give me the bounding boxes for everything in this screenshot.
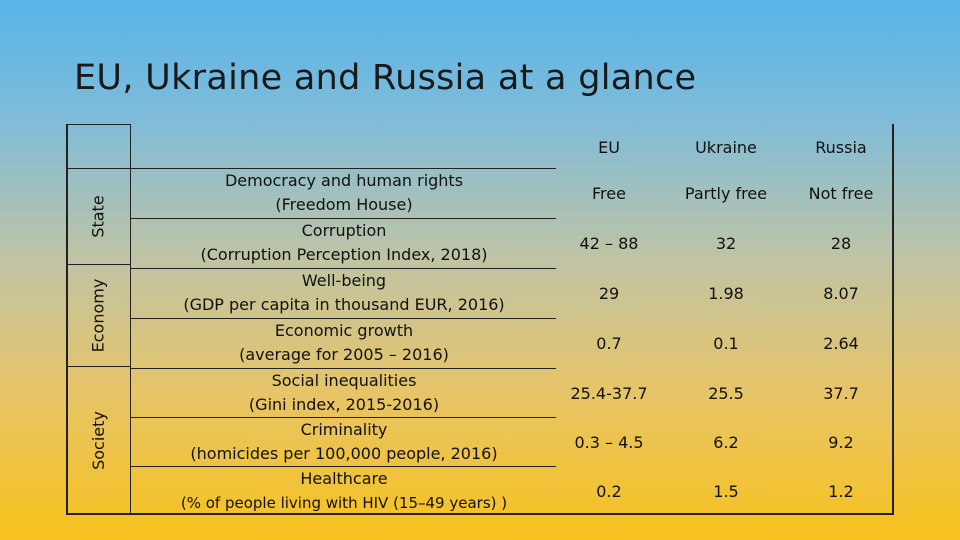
row-subtitle: (homicides per 100,000 people, 2016) (190, 444, 498, 463)
row-subtitle: (% of people living with HIV (15–49 years) ) (180, 494, 508, 512)
cell-criminality-ukraine: 6.2 (713, 432, 739, 452)
cell-inequalities-eu: 25.4-37.7 (570, 383, 648, 403)
row-label-wellbeing (132, 268, 556, 318)
row-label-criminality (132, 417, 556, 467)
cell-inequalities-ukraine: 25.5 (708, 383, 744, 403)
cell-wellbeing-ukraine: 1.98 (708, 283, 744, 303)
row-label-inequalities (132, 368, 556, 418)
cell-corruption-ukraine: 32 (715, 233, 737, 253)
cell-inequalities-russia: 37.7 (823, 383, 859, 403)
row-subtitle: (Gini index, 2015-2016) (248, 395, 440, 414)
cell-corruption-eu: 42 – 88 (579, 233, 639, 253)
cell-growth-eu: 0.7 (596, 333, 622, 353)
group-economy (78, 264, 118, 366)
cell-democracy-ukraine: Partly free (684, 183, 768, 203)
cell-wellbeing-russia: 8.07 (823, 283, 859, 303)
cell-healthcare-eu: 0.2 (596, 481, 622, 501)
row-title: Social inequalities (271, 371, 417, 390)
row-label-healthcare (132, 466, 556, 516)
divider-group-top (66, 124, 130, 125)
row-title: Economic growth (274, 321, 414, 340)
row-subtitle: (Corruption Perception Index, 2018) (200, 245, 488, 264)
column-header-eu: EU (598, 137, 620, 157)
row-title: Democracy and human rights (224, 171, 464, 190)
cell-growth-russia: 2.64 (823, 333, 859, 353)
row-title: Corruption (301, 221, 387, 240)
group-label: Society (88, 411, 108, 470)
cell-growth-ukraine: 0.1 (713, 333, 739, 353)
divider-group-column (130, 124, 131, 515)
row-title: Healthcare (300, 469, 388, 488)
page-title: EU, Ukraine and Russia at a glance (74, 58, 697, 98)
row-subtitle: (average for 2005 – 2016) (239, 345, 449, 364)
column-header-russia: Russia (815, 137, 867, 157)
cell-healthcare-ukraine: 1.5 (713, 481, 739, 501)
cell-healthcare-russia: 1.2 (828, 481, 854, 501)
cell-democracy-eu: Free (592, 183, 626, 203)
column-header-ukraine: Ukraine (695, 137, 757, 157)
cell-criminality-russia: 9.2 (828, 432, 854, 452)
group-state (78, 168, 118, 264)
cell-democracy-russia: Not free (808, 183, 874, 203)
cell-corruption-russia: 28 (830, 233, 852, 253)
group-society (78, 366, 118, 515)
row-label-growth (132, 318, 556, 368)
row-title: Well-being (301, 271, 387, 290)
cell-criminality-eu: 0.3 – 4.5 (574, 432, 644, 452)
group-label: Economy (88, 278, 108, 352)
cell-wellbeing-eu: 29 (598, 283, 620, 303)
row-label-corruption (132, 218, 556, 268)
row-subtitle: (GDP per capita in thousand EUR, 2016) (183, 295, 505, 314)
row-title: Criminality (300, 420, 388, 439)
group-label: State (88, 194, 108, 238)
row-label-democracy (132, 168, 556, 218)
row-subtitle: (Freedom House) (275, 195, 413, 214)
